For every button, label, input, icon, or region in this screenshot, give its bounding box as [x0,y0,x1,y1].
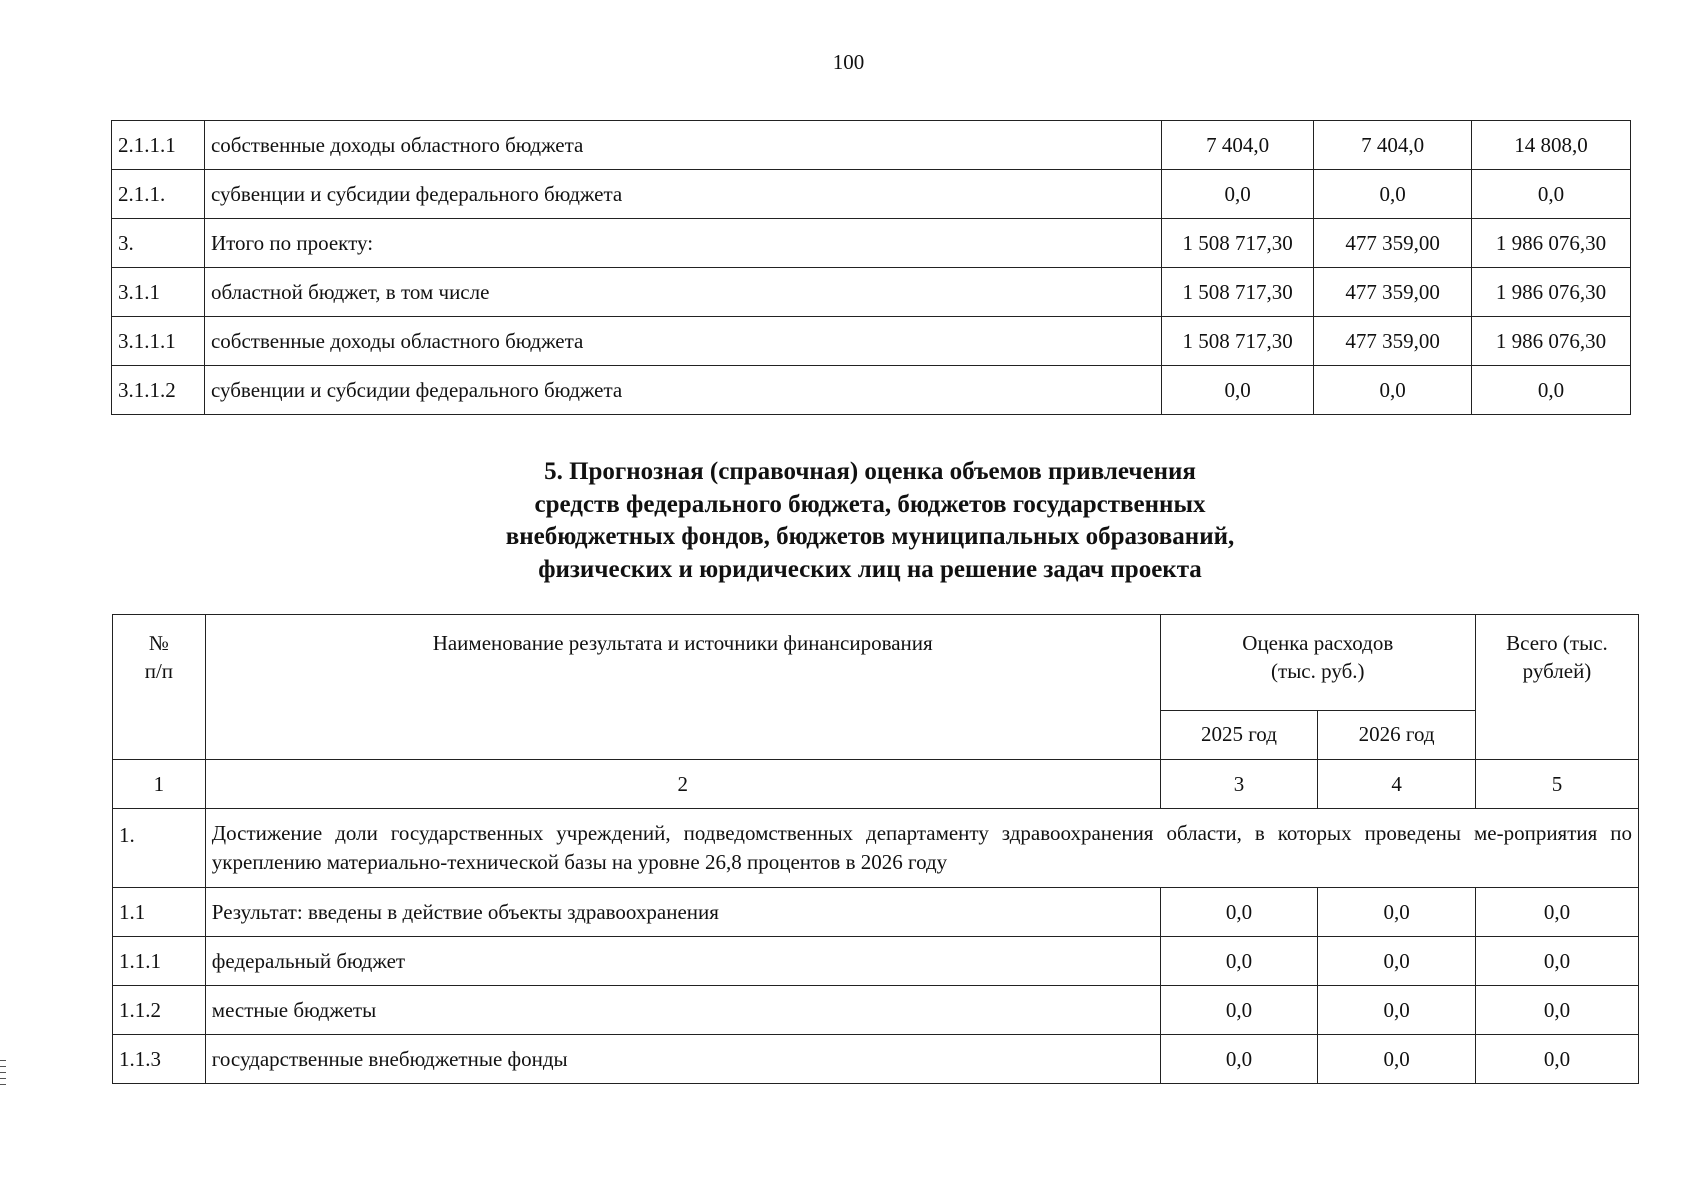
header-estimate-label: Оценка расходов (тыс. руб.) [1242,631,1394,683]
row-value-total: 14 808,0 [1472,121,1631,170]
row-value-2026: 0,0 [1318,1035,1476,1084]
budget-continuation-table [111,120,1631,415]
goal-row [113,809,1639,888]
column-number: 3 [1160,760,1318,809]
row-value-total: 0,0 [1475,986,1638,1035]
table-row [112,268,1631,317]
column-number: 2 [205,760,1160,809]
row-name: областной бюджет, в том числе [204,268,1161,317]
section-heading-line: средств федерального бюджета, бюджетов государственных [534,490,1206,518]
column-number: 4 [1318,760,1476,809]
row-value-total: 1 986 076,30 [1472,219,1631,268]
row-name: Результат: введены в действие объекты здравоохранения [205,888,1160,937]
row-value-2026: 0,0 [1318,986,1476,1035]
row-value-total: 0,0 [1472,170,1631,219]
row-code: 3. [112,219,205,268]
header-num [113,615,206,760]
header-estimate [1160,615,1475,711]
row-name: субвенции и субсидии федерального бюджета [204,366,1161,415]
table-row [112,170,1631,219]
row-value-total: 0,0 [1475,888,1638,937]
table-row [112,366,1631,415]
section-heading [0,456,1697,586]
table-row [112,121,1631,170]
row-value-2026: 0,0 [1318,937,1476,986]
row-value-2025: 7 404,0 [1162,121,1314,170]
header-year-2025: 2025 год [1160,710,1318,759]
row-value-2026: 477 359,00 [1314,268,1472,317]
row-value-2025: 1 508 717,30 [1162,219,1314,268]
row-value-2025: 0,0 [1160,986,1318,1035]
row-code: 2.1.1. [112,170,205,219]
row-code: 1.1.2 [113,986,206,1035]
table-header-row [113,615,1639,711]
header-total [1475,615,1638,760]
row-value-2025: 0,0 [1162,366,1314,415]
column-number: 5 [1475,760,1638,809]
row-name: государственные внебюджетные фонды [205,1035,1160,1084]
row-code: 2.1.1.1 [112,121,205,170]
row-name: собственные доходы областного бюджета [204,121,1161,170]
row-name: собственные доходы областного бюджета [204,317,1161,366]
header-name: Наименование результата и источники финансирования [205,615,1160,760]
table-row [112,317,1631,366]
row-value-total: 1 986 076,30 [1472,268,1631,317]
row-value-2025: 1 508 717,30 [1162,317,1314,366]
row-value-2025: 0,0 [1160,1035,1318,1084]
row-code: 3.1.1.1 [112,317,205,366]
header-total-label: Всего (тыс. рублей) [1506,631,1608,683]
row-value-2026: 477 359,00 [1314,317,1472,366]
row-name: Итого по проекту: [204,219,1161,268]
row-value-2026: 477 359,00 [1314,219,1472,268]
column-number-row [113,760,1639,809]
row-value-2026: 0,0 [1318,888,1476,937]
row-name: субвенции и субсидии федерального бюджета [204,170,1161,219]
row-code: 1.1.3 [113,1035,206,1084]
section-heading-line: физических и юридических лиц на решение задач проекта [538,555,1202,583]
row-value-total: 0,0 [1472,366,1631,415]
section-heading-line: внебюджетных фондов, бюджетов муниципальных образований, [505,523,1235,550]
row-code: 3.1.1.2 [112,366,205,415]
table-row [113,888,1639,937]
row-name: местные бюджеты [205,986,1160,1035]
row-value-total: 1 986 076,30 [1472,317,1631,366]
row-value-2025: 0,0 [1160,937,1318,986]
row-value-total: 0,0 [1475,937,1638,986]
scan-edge-marks [0,1060,6,1090]
page-number: 100 [832,50,865,74]
header-year-2026: 2026 год [1318,710,1476,759]
row-value-2026: 7 404,0 [1314,121,1472,170]
row-value-2025: 1 508 717,30 [1162,268,1314,317]
row-code: 3.1.1 [112,268,205,317]
goal-text: Достижение доли государственных учреждений, подведомственных департаменту здравоохранения области, в которых проведены ме-роприятия по укреплению материально-технической базы на уровне 26,8 процентов в 2026 году [205,809,1638,888]
column-number: 1 [113,760,206,809]
row-name: федеральный бюджет [205,937,1160,986]
row-value-2025: 0,0 [1160,888,1318,937]
header-num-label: № п/п [144,631,174,683]
table-row [112,219,1631,268]
row-value-2026: 0,0 [1314,170,1472,219]
row-value-2026: 0,0 [1314,366,1472,415]
row-value-2025: 0,0 [1162,170,1314,219]
row-code: 1.1 [113,888,206,937]
funding-estimate-table [112,614,1639,1084]
row-value-total: 0,0 [1475,1035,1638,1084]
section-heading-line: 5. Прогнозная (справочная) оценка объемов привлечения [544,458,1196,485]
row-code: 1.1.1 [113,937,206,986]
table-row [113,986,1639,1035]
table-row [113,937,1639,986]
table-row [113,1035,1639,1084]
goal-code: 1. [113,809,206,888]
